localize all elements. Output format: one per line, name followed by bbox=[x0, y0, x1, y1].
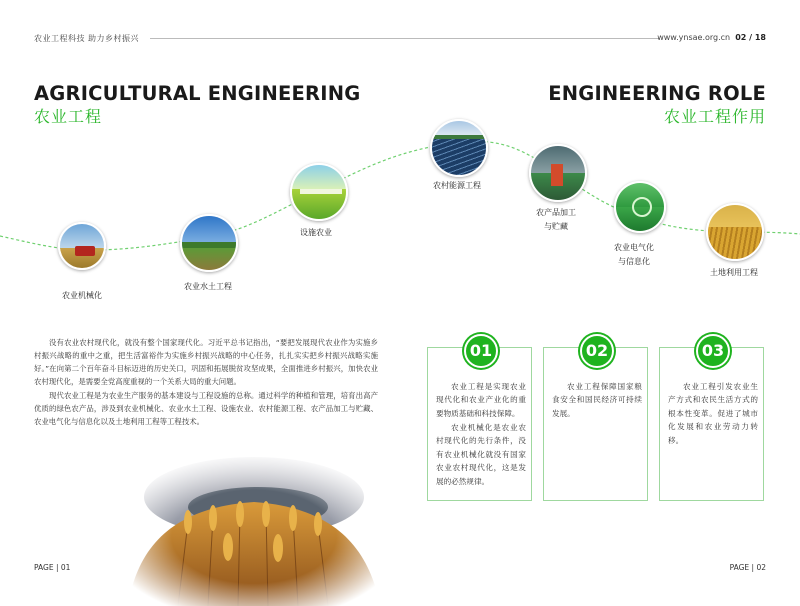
greenhouse-icon bbox=[300, 189, 342, 194]
role-card-1-text-1: 农业工程是实现农业现代化和农业产业化的重要物质基础和科技保障。 bbox=[436, 382, 526, 418]
node-label-electrification-line2: 与信息化 bbox=[618, 257, 650, 266]
node-mechanization-photo bbox=[58, 222, 106, 270]
role-card-3-badge: 03 bbox=[696, 334, 730, 368]
node-processing-photo bbox=[529, 144, 587, 202]
harvester-icon bbox=[75, 246, 95, 256]
node-label-energy: 农村能源工程 bbox=[433, 181, 481, 190]
node-label-water-soil: 农业水土工程 bbox=[184, 282, 232, 291]
body-paragraph-1: 没有农业农村现代化，就没有整个国家现代化。习近平总书记指出，“要把发展现代农业作为实施乡村振兴战略的重中之重，把生活富裕作为实施乡村振兴战略的中心任务，扎扎实实把乡村振兴战略实施好。”在向第二个百年奋斗目标迈进的历史关口，巩固和拓展脱贫攻坚成果，全面推进乡村振兴，加快农业农村现代化，是需要全党高度重视的一个关系大局的重大问题。 bbox=[34, 338, 378, 386]
footer-page-right: PAGE | 02 bbox=[729, 563, 766, 572]
solar-panel-icon bbox=[432, 135, 488, 139]
worker-icon bbox=[551, 164, 563, 186]
node-label-land-use: 土地利用工程 bbox=[710, 268, 758, 277]
node-label-processing bbox=[536, 206, 576, 234]
node-label-electrification-line1: 农业电气化 bbox=[614, 243, 654, 252]
website-url[interactable]: www.ynsae.org.cn bbox=[657, 33, 731, 42]
node-label-facility: 设施农业 bbox=[300, 228, 332, 237]
role-card-2-badge: 02 bbox=[580, 334, 614, 368]
node-land-use-photo bbox=[706, 203, 764, 261]
left-heading-cn: 农业工程 bbox=[34, 107, 103, 126]
node-label-electrification bbox=[614, 241, 654, 269]
wheat-field-photo bbox=[118, 452, 390, 606]
left-heading-en: AGRICULTURAL ENGINEERING bbox=[34, 82, 361, 105]
footer-page-left: PAGE | 01 bbox=[34, 563, 71, 572]
role-card-2-text-1: 农业工程保障国家粮食安全和国民经济可持续发展。 bbox=[552, 382, 642, 418]
node-label-mechanization: 农业机械化 bbox=[62, 291, 102, 300]
node-electrification-photo bbox=[614, 181, 666, 233]
node-facility-photo bbox=[290, 163, 348, 221]
role-card-1-text-2: 农业机械化是农业农村现代化的先行条件，没有农业机械化就没有国家农业农村现代化，这是发展的必然规律。 bbox=[436, 423, 526, 486]
role-card-1 bbox=[427, 341, 532, 501]
network-icon bbox=[632, 197, 652, 217]
body-paragraph-2: 现代农业工程是为农业生产服务的基本建设与工程设施的总称。通过科学的种植和管理，培育出高产优质的绿色农产品，涉及到农业机械化、农业水土工程、设施农业、农村能源工程、农产品加工与贮藏、农业电气化与信息化以及土地利用工程等工程技术。 bbox=[34, 391, 378, 426]
header-left-text: 农业工程科技 助力乡村振兴 bbox=[34, 34, 140, 43]
right-heading-cn: 农业工程作用 bbox=[663, 107, 766, 126]
node-water-soil-photo bbox=[180, 214, 238, 272]
page-indicator: 02 / 18 bbox=[735, 33, 766, 42]
node-label-processing-line2: 与贮藏 bbox=[544, 222, 568, 231]
treeline-icon bbox=[182, 242, 238, 248]
role-card-3 bbox=[659, 341, 764, 501]
role-card-1-badge: 01 bbox=[464, 334, 498, 368]
node-energy-photo bbox=[430, 119, 488, 177]
right-heading-en: ENGINEERING ROLE bbox=[548, 82, 766, 105]
role-card-2 bbox=[543, 341, 648, 501]
node-label-processing-line1: 农产品加工 bbox=[536, 208, 576, 217]
role-card-3-text-1: 农业工程引发农业生产方式和农民生活方式的根本性变革。促进了城市化发展和农业劳动力转移。 bbox=[668, 382, 758, 445]
